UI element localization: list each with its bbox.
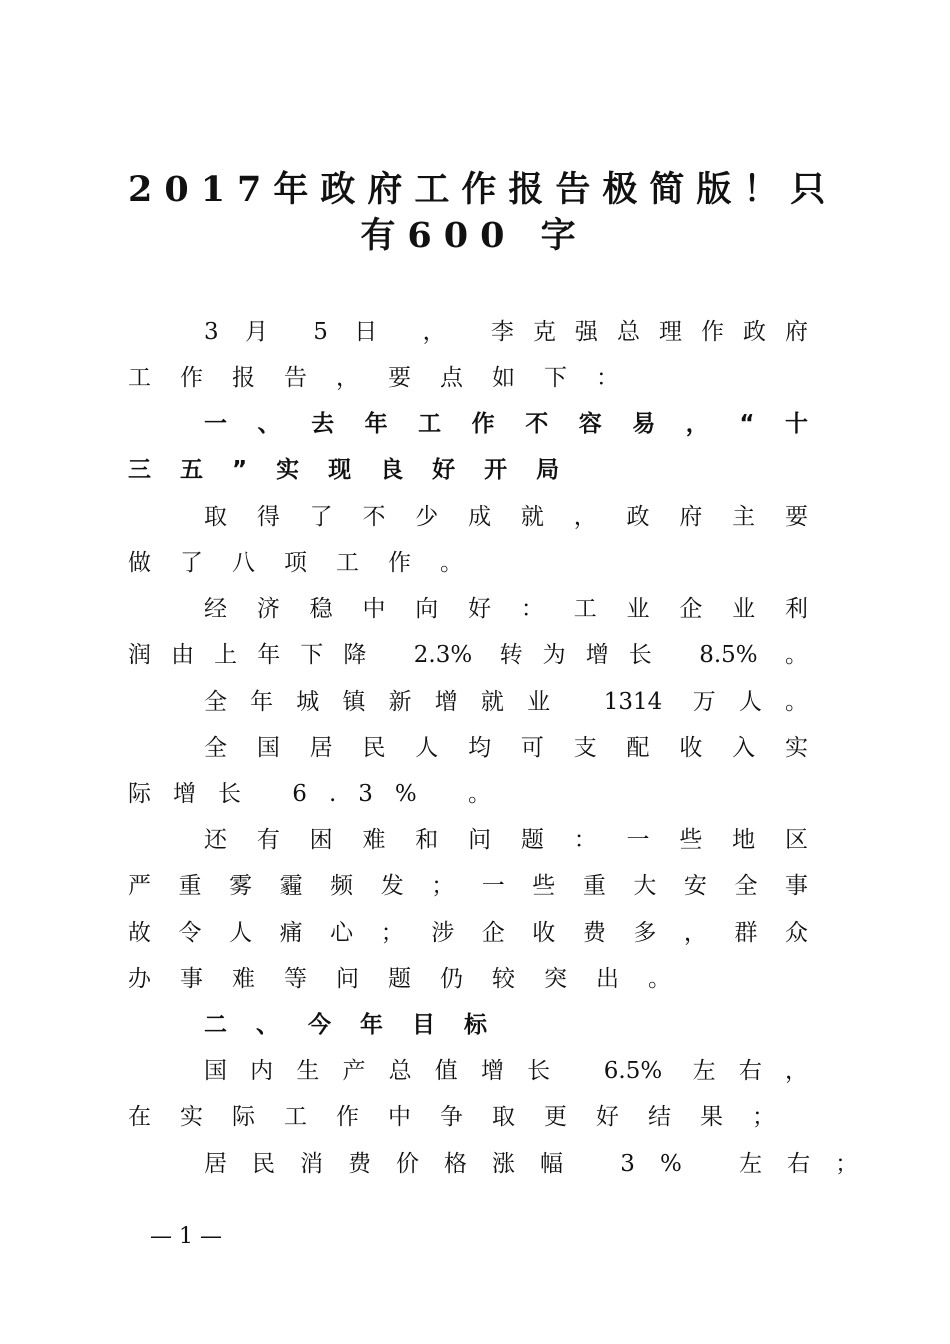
paragraph-line: 工作报告，要点如下：: [128, 365, 648, 391]
paragraph-line: 国内生产总值增长 6.5% 左右，: [204, 1058, 808, 1084]
paragraph-line: 全年城镇新增就业 1314 万人。: [204, 689, 808, 715]
paragraph-line: 取得了不少成就，政府主要: [204, 504, 808, 530]
paragraph-line: 还有困难和问题：一些地区: [204, 827, 808, 853]
paragraph-line: 办事难等问题仍较突出。: [128, 966, 700, 992]
paragraph-line: 3 月 5 日 ， 李克强总理作政府: [204, 319, 808, 345]
section-heading-line: 三五”实现良好开局: [128, 457, 589, 483]
section-heading-line: 二、今年目标: [204, 1012, 516, 1038]
document-title-line-1: 2017年政府工作报告极简版！只: [128, 169, 838, 210]
paragraph-line: 全国居民人均可支配收入实: [204, 735, 808, 761]
paragraph-line: 润由上年下降 2.3% 转为增长 8.5% 。: [128, 642, 808, 668]
paragraph-line: 在实际工作中争取更好结果；: [128, 1104, 804, 1130]
paragraph-line: 故令人痛心；涉企收费多，群众: [128, 920, 808, 946]
paragraph-line: 居民消费价格涨幅 3% 左右；: [204, 1151, 884, 1177]
paragraph-line: 经济稳中向好：工业企业利: [204, 596, 808, 622]
paragraph-line: 严重雾霾频发；一些重大安全事: [128, 873, 808, 899]
document-title-line-2: 有600 字: [360, 215, 588, 256]
paragraph-line: 际增长 6.3% 。: [128, 781, 514, 807]
section-heading-line: 一、去年工作不容易，“十: [204, 411, 808, 437]
paragraph-line: 做了八项工作。: [128, 550, 492, 576]
page-number: — 1 —: [150, 1224, 222, 1249]
